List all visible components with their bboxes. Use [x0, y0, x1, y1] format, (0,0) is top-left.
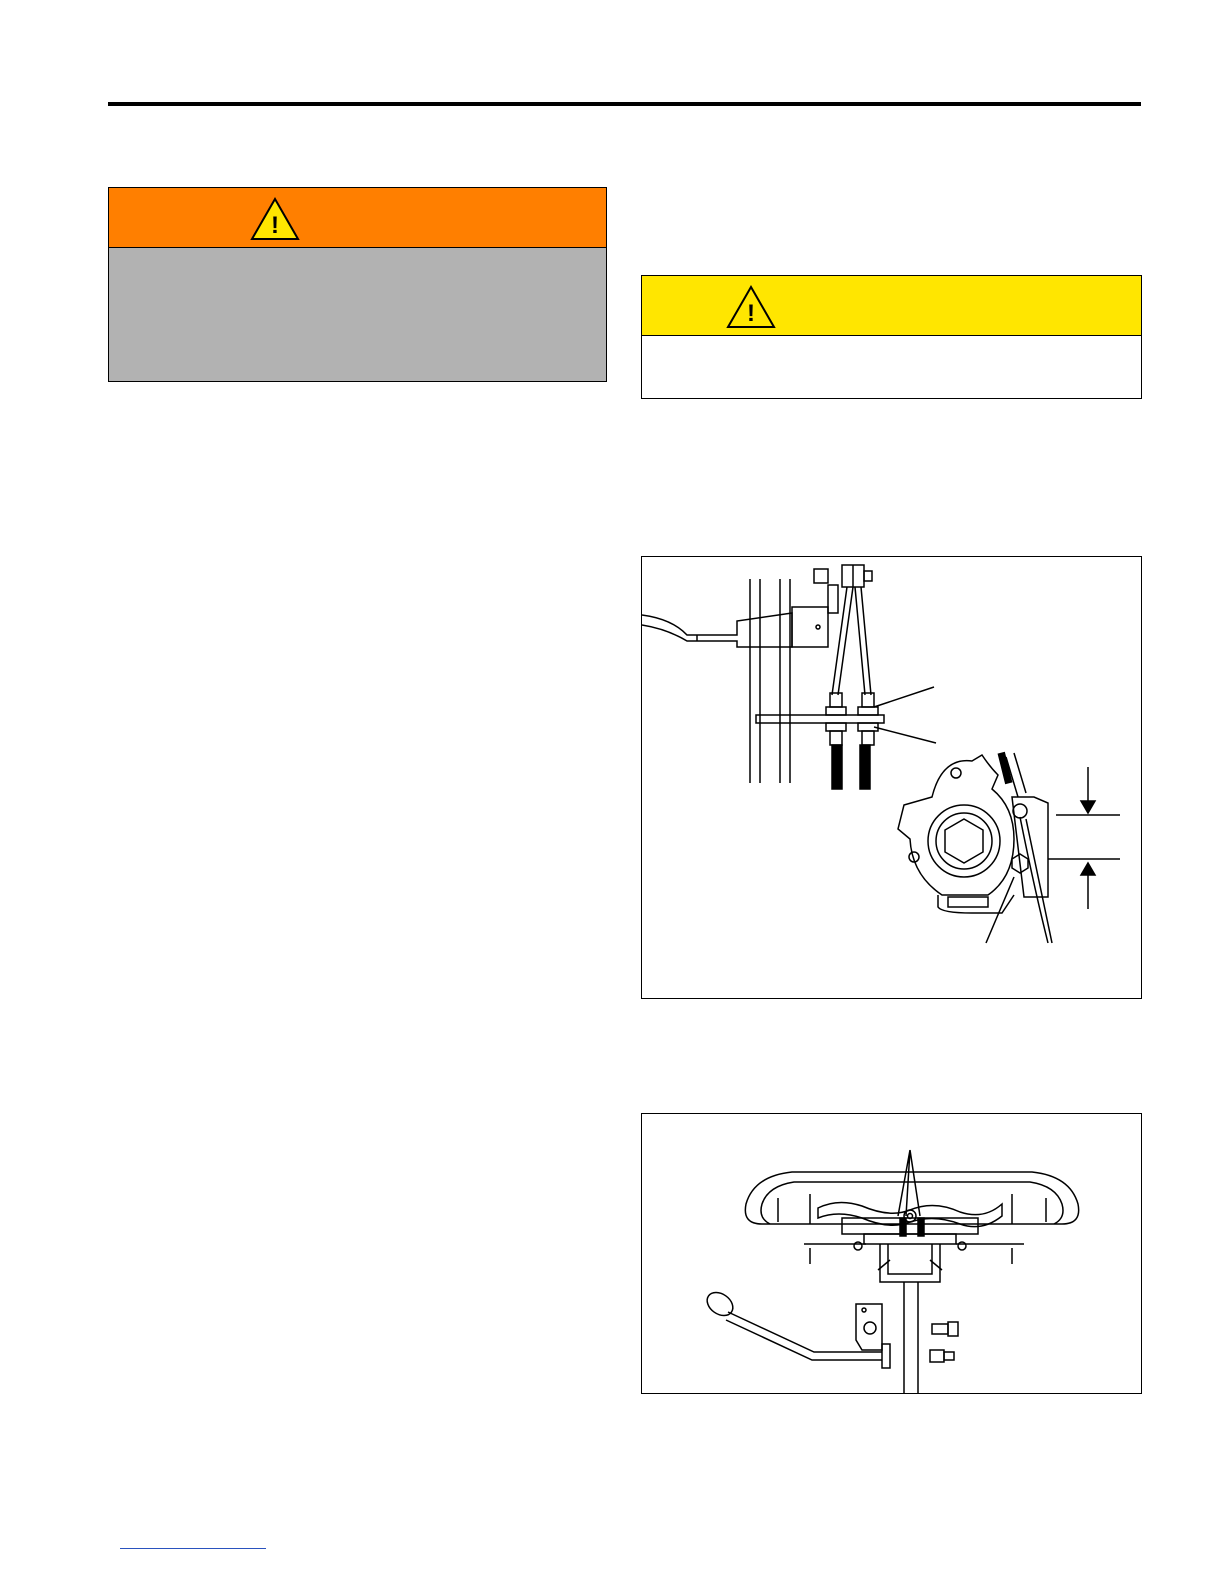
seat-assembly-illustration: [642, 1114, 1141, 1393]
caution-body-text: [642, 336, 1141, 398]
svg-text:!: !: [747, 300, 755, 327]
header-rule: [108, 102, 1141, 106]
warning-callout: [108, 187, 607, 382]
seat-assembly-figure: [641, 1113, 1142, 1394]
brake-cable-illustration: [642, 557, 1141, 998]
warning-body-text: [109, 248, 606, 381]
brake-cable-figure: [641, 556, 1142, 999]
alert-triangle-icon: [726, 285, 776, 329]
alert-triangle-icon: [250, 197, 300, 241]
caution-header: [642, 276, 1141, 336]
caution-callout: [641, 275, 1142, 399]
warning-header: [109, 188, 606, 248]
footer-link-underline[interactable]: [120, 1548, 266, 1549]
svg-text:!: !: [271, 212, 279, 239]
